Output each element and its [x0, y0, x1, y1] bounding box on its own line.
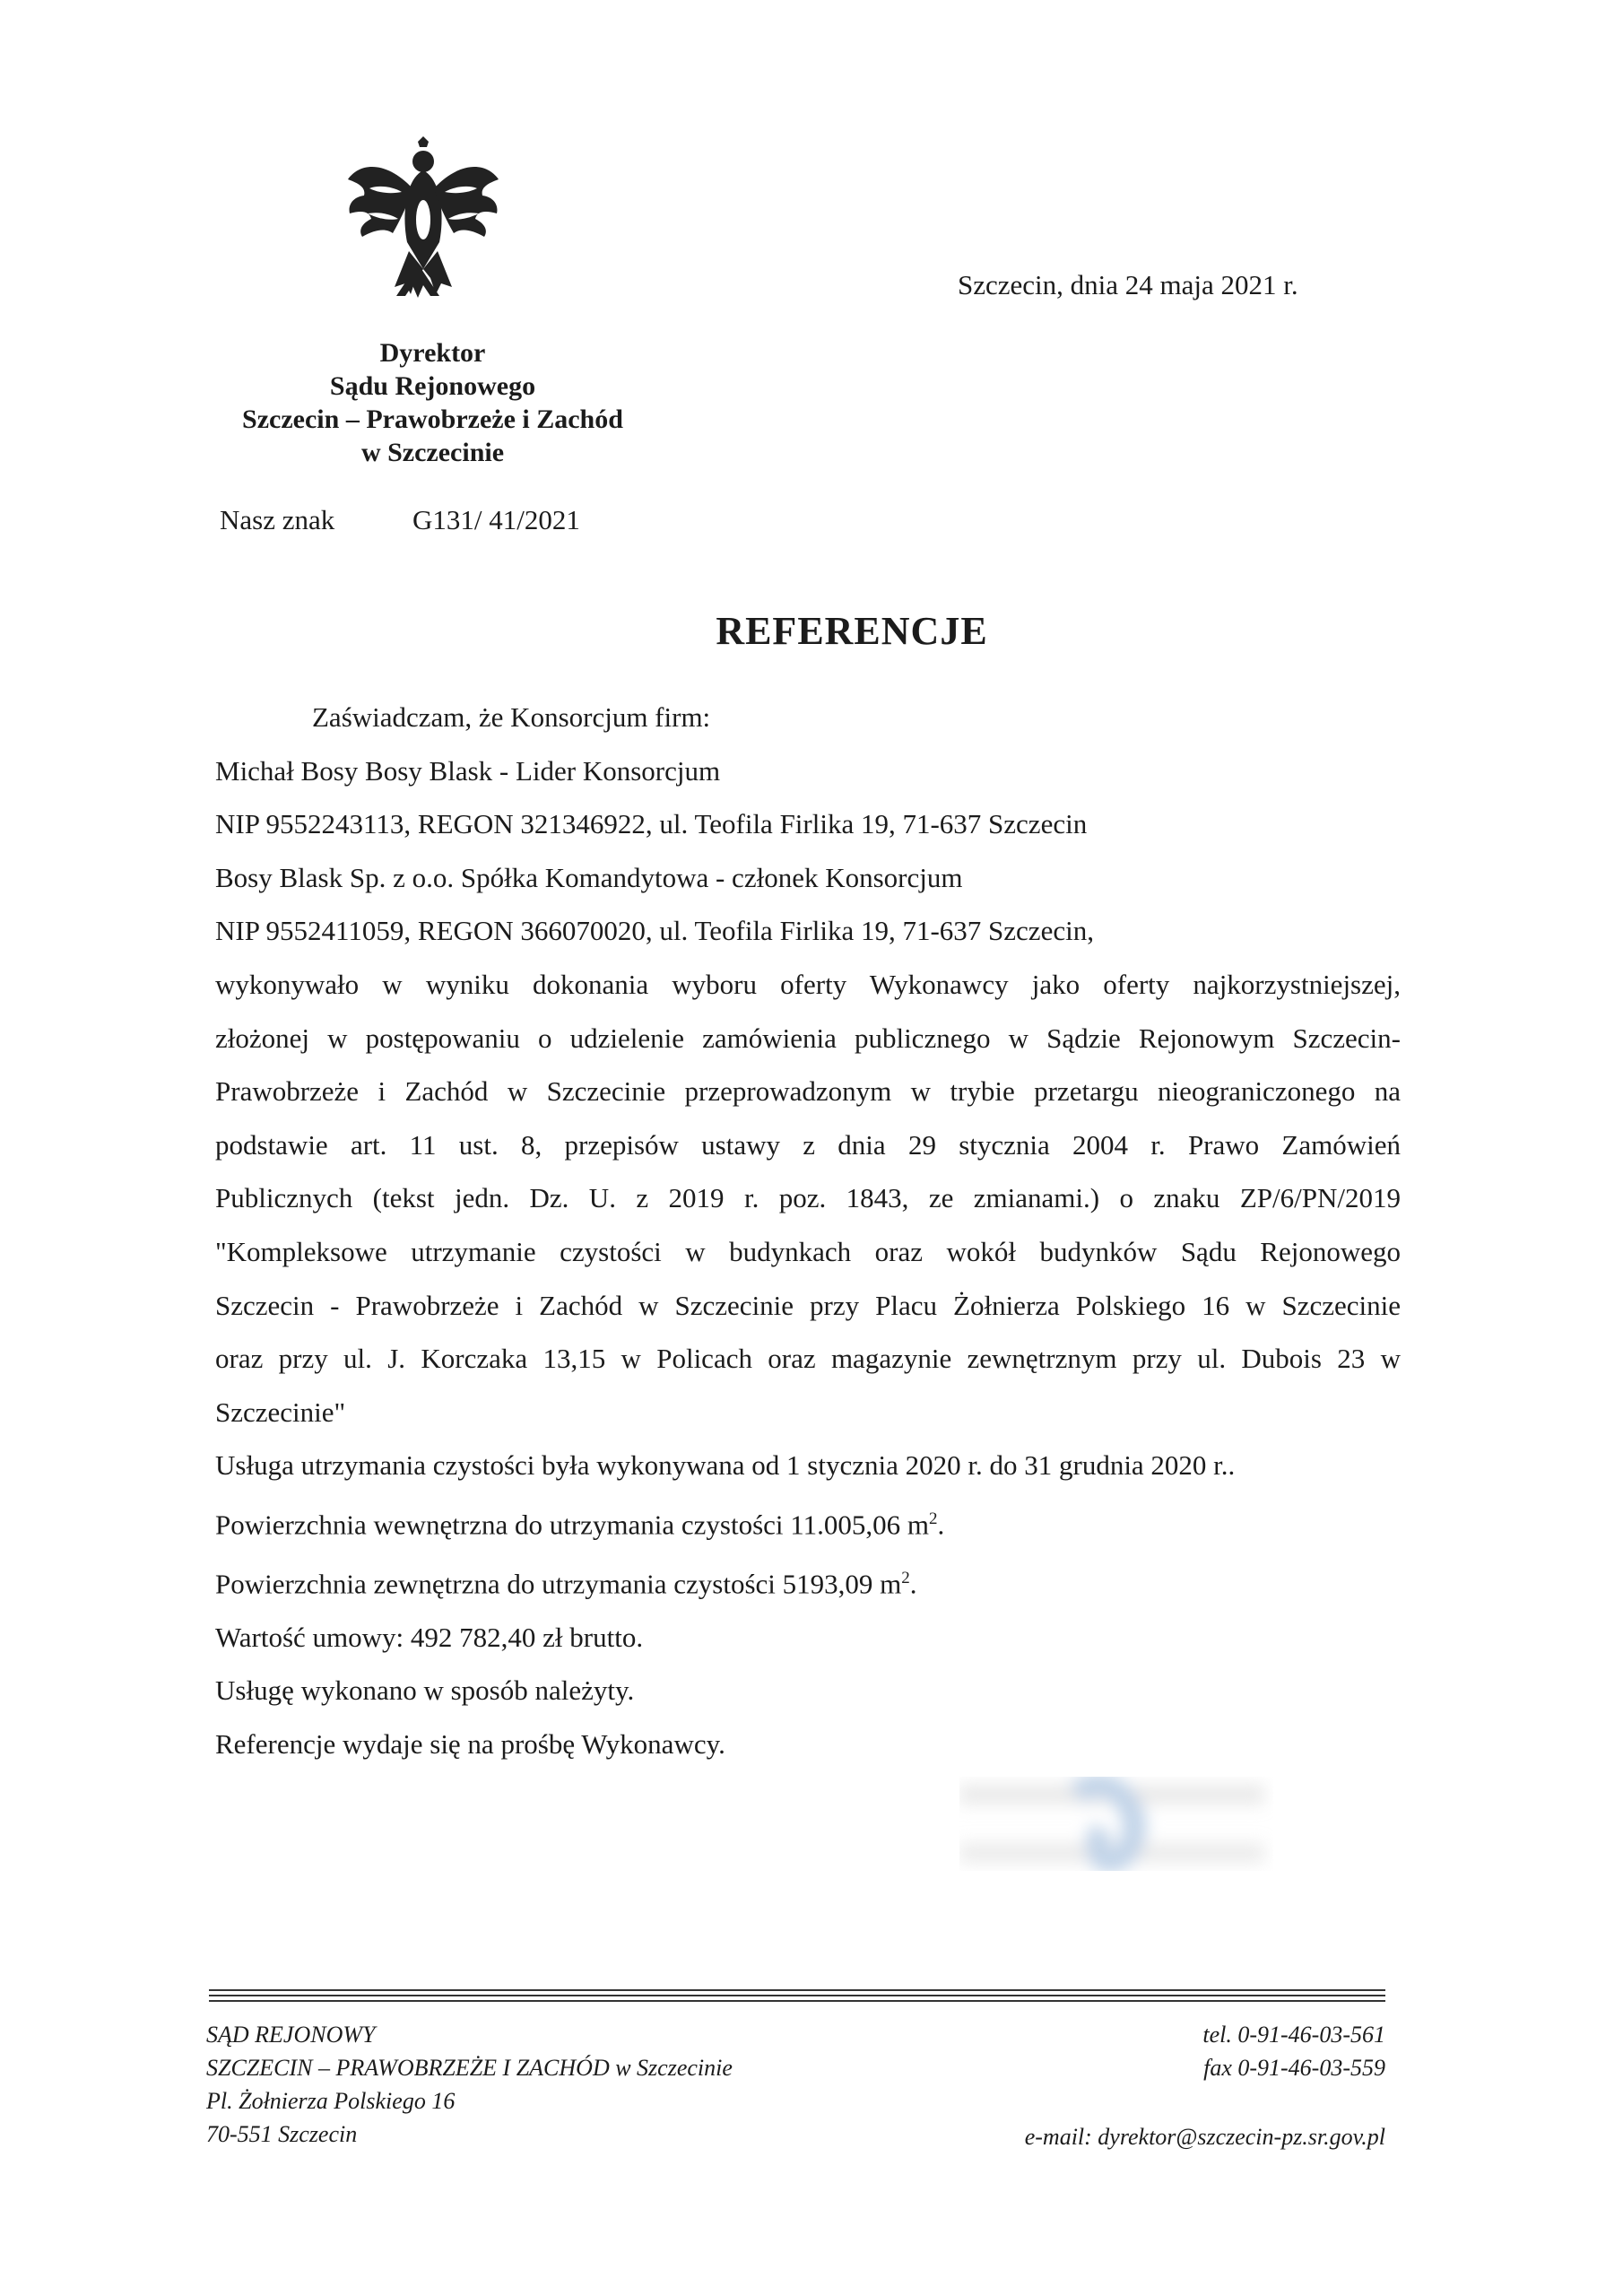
paragraph-line: Publicznych (tekst jedn. Dz. U. z 2019 r. poz. 1843, ze zmianami.) o znaku ZP/6/PN/2019 [215, 1182, 1401, 1214]
paragraph-line: złożonej w postępowaniu o udzielenie zamówienia publicznego w Sądzie Rejonowym Szczecin- [215, 1022, 1401, 1054]
issuer-line: w Szczecinie [360, 438, 505, 467]
intro-line: Zaświadczam, że Konsorcjum firm: [312, 701, 711, 733]
polish-eagle-emblem-icon [343, 135, 504, 305]
footer-double-rule [209, 1989, 1385, 2005]
issuer-line: Szczecin – Prawobrzeże i Zachód [242, 404, 623, 434]
paragraph-line: "Kompleksowe utrzymanie czystości w budynkach oraz wokół budynków Sądu Rejonowego [215, 1235, 1401, 1267]
document-title: REFERENCJE [716, 609, 988, 653]
area-internal: Powierzchnia wewnętrzna do utrzymania czystości 11.005,06 $m^2$. [215, 1509, 945, 1541]
footer-line: 70-551 Szczecin [206, 2121, 358, 2147]
consortium-line: NIP 9552243113, REGON 321346922, ul. Teofila Firlika 19, 71-637 Szczecin [215, 808, 1088, 840]
consortium-line: Bosy Blask Sp. z o.o. Spółka Komandytowa - członek Konsorcjum [215, 861, 963, 893]
footer-line: Pl. Żołnierza Polskiego 16 [206, 2088, 456, 2114]
service-period: Usługa utrzymania czystości była wykonywana od 1 stycznia 2020 r. do 31 grudnia 2020 r.. [215, 1449, 1236, 1482]
court-address [206, 2018, 733, 2151]
performance-statement: Usługę wykonano w sposób należyty. [215, 1674, 635, 1707]
footer-line: SZCZECIN – PRAWOBRZEŻE I ZACHÓD w Szczecinie [206, 2055, 733, 2081]
court-contact [1202, 2018, 1385, 2084]
contract-value: Wartość umowy: 492 782,40 zł brutto. [215, 1621, 644, 1653]
paragraph-line: Szczecin - Prawobrzeże i Zachód w Szczecinie przy Placu Żołnierza Polskiego 16 w Szczecinie [215, 1289, 1401, 1321]
paragraph-line: podstawie art. 11 ust. 8, przepisów ustawy z dnia 29 stycznia 2004 r. Prawo Zamówień [215, 1128, 1401, 1161]
paragraph-line: Szczecinie" [215, 1396, 346, 1428]
consortium-line: Michał Bosy Bosy Blask - Lider Konsorcjum [215, 754, 721, 787]
fax-number: fax 0-91-46-03-559 [1203, 2055, 1385, 2081]
issuer-block [188, 336, 677, 469]
letter-date: Szczecin, dnia 24 maja 2021 r. [958, 269, 1298, 300]
issuer-line: Sądu Rejonowego [329, 371, 536, 401]
area-external: Powierzchnia zewnętrzna do utrzymania czystości 5193,09 $m^2$. [215, 1568, 917, 1600]
email-address: e-mail: dyrektor@szczecin-pz.sr.gov.pl [1024, 2124, 1385, 2150]
closing-statement: Referencje wydaje się na prośbę Wykonawcy. [215, 1727, 725, 1760]
issuer-line: Dyrektor [379, 338, 486, 368]
paragraph-line: wykonywało w wyniku dokonania wyboru oferty Wykonawcy jako oferty najkorzystniejszej, [215, 968, 1401, 1000]
document-body [215, 691, 1401, 1771]
footer-line: SĄD REJONOWY [206, 2022, 376, 2048]
reference-number: G131/ 41/2021 [412, 504, 580, 535]
phone-number: tel. 0-91-46-03-561 [1202, 2022, 1385, 2048]
paragraph-line: oraz przy ul. J. Korczaka 13,15 w Policach oraz magazynie zewnętrznym przy ul. Dubois 23 w [215, 1343, 1401, 1375]
reference-label: Nasz znak [220, 504, 335, 535]
redacted-signature [959, 1758, 1273, 1883]
consortium-line: NIP 9552411059, REGON 366070020, ul. Teofila Firlika 19, 71-637 Szczecin, [215, 915, 1094, 947]
paragraph-line: Prawobrzeże i Zachód w Szczecinie przeprowadzonym w trybie przetargu nieograniczonego na [215, 1075, 1401, 1108]
